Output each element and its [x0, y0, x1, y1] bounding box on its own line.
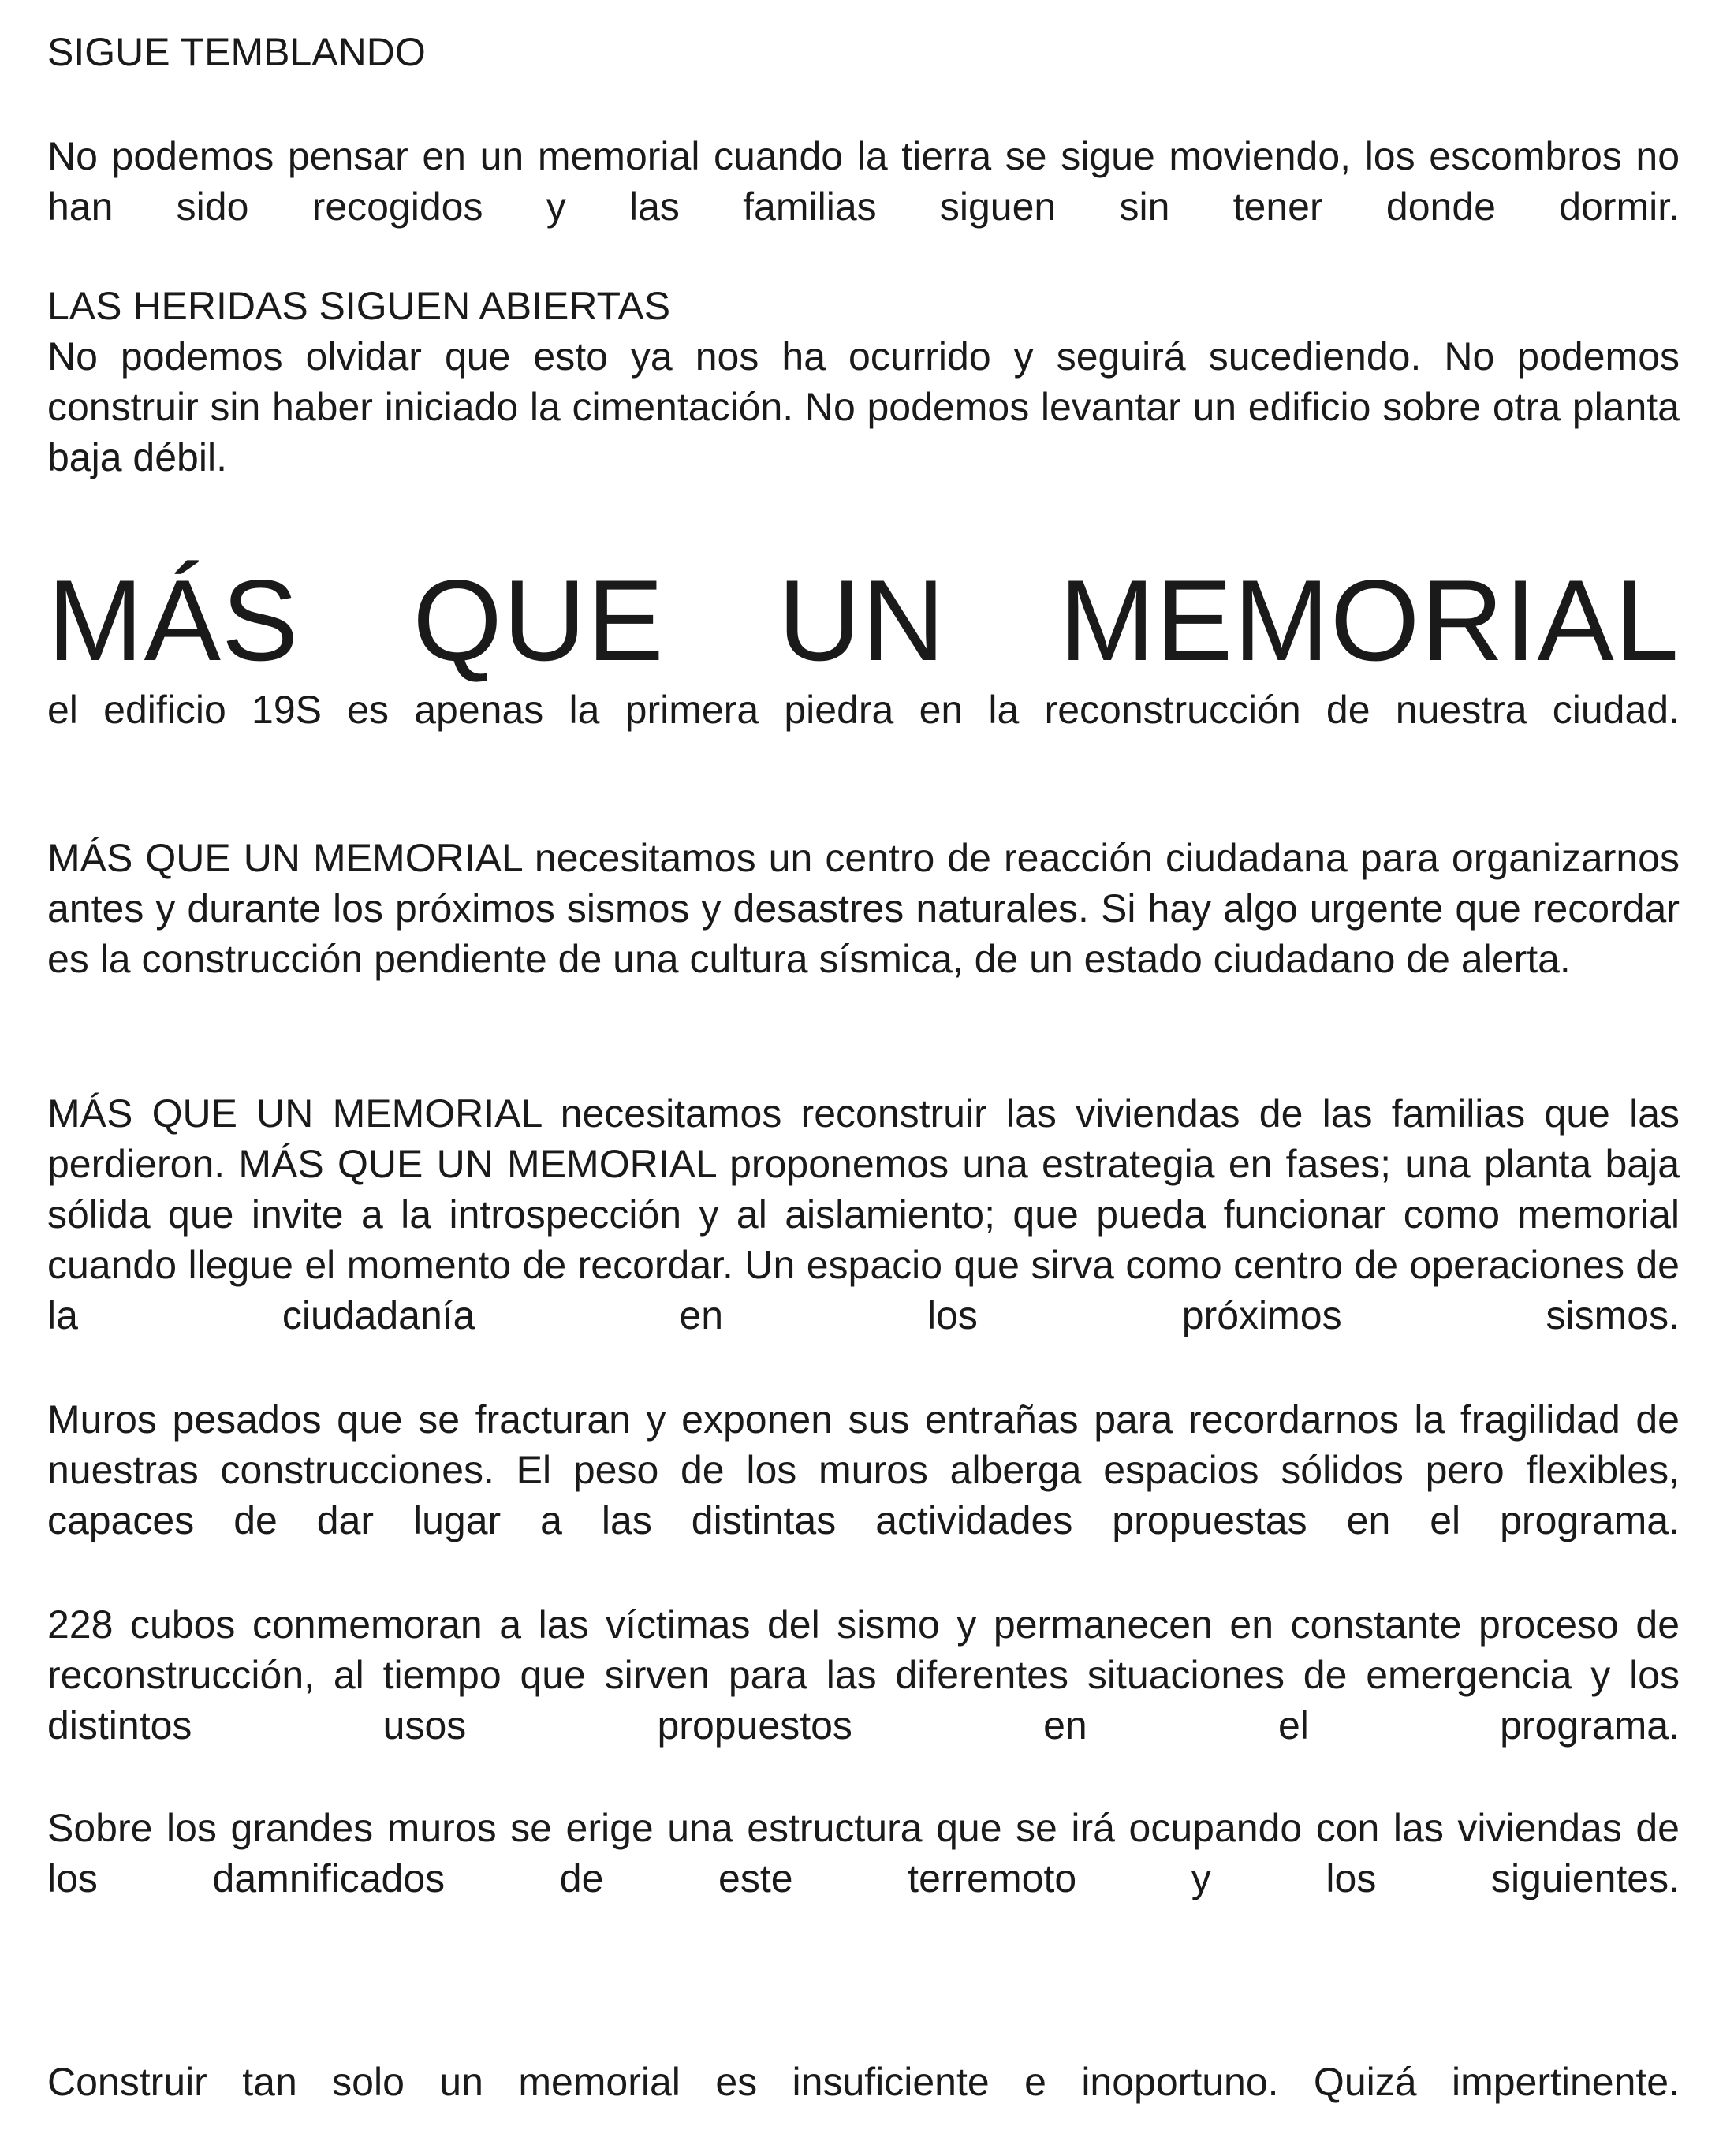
page-title: MÁS QUE UN MEMORIAL	[47, 556, 1680, 684]
paragraph-2: MÁS QUE UN MEMORIAL necesitamos reconstruir las viviendas de las familias que las perdieron. MÁS QUE UN MEMORIAL proponemos una estrategia en fases; una planta baja sólida que invite a la introspección y al aislamiento; que pueda funcionar como memorial cuando llegue el momento de recordar. Un espacio que sirva como centro de operaciones de la ciudadanía en los próximos sismos.	[47, 1091, 1680, 1337]
closing-paragraph: Construir tan solo un memorial es insuficiente e inoportuno. Quizá impertinente.	[47, 2060, 1680, 2104]
paragraph-1: MÁS QUE UN MEMORIAL necesitamos un centro de reacción ciudadana para organizarnos antes y durante los próximos sismos y desastres naturales. Si hay algo urgente que recordar es la construcción pendiente de una cultura sísmica, de un estado ciudadano de alerta.	[47, 836, 1680, 981]
heading-heridas: LAS HERIDAS SIGUEN ABIERTAS	[47, 284, 671, 328]
subtitle: el edificio 19S es apenas la primera piedra en la reconstrucción de nuestra ciudad.	[47, 688, 1680, 732]
paragraph-5: Sobre los grandes muros se erige una estructura que se irá ocupando con las viviendas de los damnificados de este terremoto y los siguientes.	[47, 1806, 1680, 1900]
paragraph-3: Muros pesados que se fracturan y exponen sus entrañas para recordarnos la fragilidad de nuestras construcciones. El peso de los muros alberga espacios sólidos pero flexibles, capaces de dar lugar a las distintas actividades propuestas en el programa.	[47, 1397, 1680, 1542]
paragraph-heridas: No podemos olvidar que esto ya nos ha ocurrido y seguirá sucediendo. No podemos construir sin haber iniciado la cimentación. No podemos levantar un edificio sobre otra planta baja débil.	[47, 334, 1680, 479]
paragraph-sigue-temblando: No podemos pensar en un memorial cuando la tierra se sigue moviendo, los escombros no han sido recogidos y las familias siguen sin tener donde dormir.	[47, 134, 1680, 229]
heading-sigue-temblando: SIGUE TEMBLANDO	[47, 30, 426, 74]
paragraph-4: 228 cubos conmemoran a las víctimas del sismo y permanecen en constante proceso de reconstrucción, al tiempo que sirven para las diferentes situaciones de emergencia y los distintos usos propuestos en el programa.	[47, 1602, 1680, 1748]
